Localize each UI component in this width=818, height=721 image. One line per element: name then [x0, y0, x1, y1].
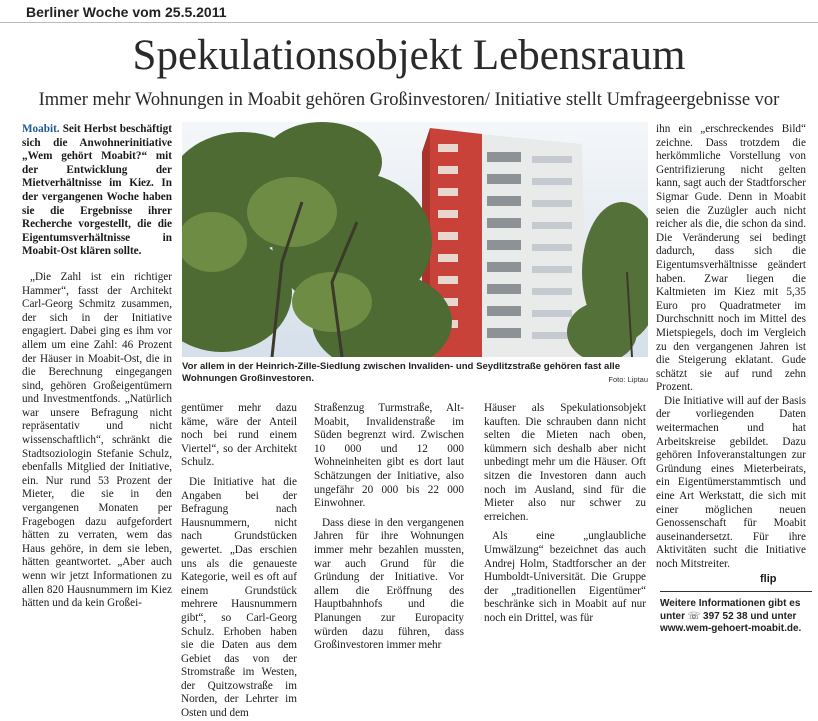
article-column-3 — [314, 402, 464, 653]
body-paragraph: „Die Zahl ist ein richtiger Hammer“, fasst der Architekt Carl-Georg Schmitz zusammen, der sich in der Initiative engagiert. Dabei ging es ihm vor allem um eine Zahl: 46 Prozent der Häuser in Moabit-Ost, die in die Berechnung eingegangen sind, gehören Großeigentümern und Investmentfonds. „Natürlich war unsere Befragung nicht repräsentativ und nicht wissenschaftlich“, schränkt die Stadtsoziologin Stefanie Schulz, ebenfalls Mitglied der Initiative, ein. Nur rund 53 Prozent der Mieter, die sie in den vergangenen Monaten per Fragebogen dazu aufgefordert hätten zu verraten, wem das Haus gehöre, in dem sie leben, hätten geantwortet. „Aber auch wenn wir jetzt Informationen zu allen 820 Hausnummern im Kiez hätten und da kein Großei- — [22, 270, 172, 610]
info-link: www.wem-gehoert-moabit.de. — [660, 623, 802, 634]
dateline: Moabit. — [22, 123, 60, 135]
info-box — [660, 591, 812, 636]
info-line: unter ☏ 397 52 38 und unter — [660, 610, 797, 622]
body-paragraph: ihn ein „erschreckendes Bild“ zeichne. Dass trotzdem die herkömmliche Vorstellung von Gentrifizierung nicht gelten kann, sagt auch der Stadtforscher Sigmar Gude. Denn in Moabit seien die Zuzügler auch nicht reicher als die, die schon da sind. Die Veränderung sei bedingt dadurch, dass sich die Eigentumsverhältnisse geändert haben. Zwar liegen die Kaltmieten im Kiez mit 5,35 Euro pro Quadratmeter im Durchschnitt noch im Mittel des Mietspiegels, doch im Vergleich zu den vergangenen Jahren ist die Steigerung eklatant. Gude schätzt sie auf rund zehn Prozent. — [656, 123, 806, 394]
body-paragraph: Häuser als Spekulationsobjekt kauften. Die schrauben dann nicht selten die Mieten nach oben, kümmern sich deshalb aber nicht unbedingt mehr um die Häuser. Oft sitzen die Investoren dann auch noch im Ausland, sind für die Mieter also nur schwer zu erreichen. — [484, 402, 646, 523]
body-paragraph: Straßenzug Turmstraße, Alt-Moabit, Invalidenstraße im Süden begrenzt wird. Zwischen 10 000 und 12 000 Wohneinheiten gibt es dort laut Schätzungen der Initiative, also ungefähr 20 000 bis 22 000 Einwohner. — [314, 402, 464, 510]
author-signature: flip — [760, 573, 777, 585]
body-paragraph: gentümer mehr dazu käme, wäre der Anteil noch bei rund einem Viertel“, so der Architekt Schulz. — [181, 402, 297, 469]
header-rule — [0, 22, 818, 23]
body-paragraph: Die Initiative hat die Angaben bei der Befragung nach Hausnummern, nicht nach Grundstücken gewertet. „Das erschien uns als die genaueste Kategorie, weil es oft auf einem Grundstück mehrere Hausnummern gibt“, so Carl-Georg Schulz. Erhoben haben sie die Daten aus dem Gebiet das von der Stromstraße im Westen, der Quitzowstraße im Norden, der Lehrter im Osten und dem — [181, 475, 297, 720]
article-column-5 — [656, 123, 806, 572]
newspaper-source-label: Berliner Woche vom 25.5.2011 — [26, 4, 227, 20]
lead-paragraph — [22, 123, 172, 259]
article-headline: Spekulationsobjekt Lebensraum — [132, 32, 686, 79]
photo-highrise-illustration — [182, 122, 648, 357]
photo-credit: Foto: Liptau — [608, 375, 648, 384]
body-paragraph: Dass diese in den vergangenen Jahren für ihre Wohnungen immer mehr bezahlen mussten, war auch Grund für die Gründung der Initiative. Vor allem die Eröffnung des Hauptbahnhofs und die Planungen zur Europacity würden dazu führen, dass Großinvestoren immer mehr — [314, 516, 464, 652]
body-paragraph: Als eine „unglaubliche Umwälzung“ bezeichnet das auch Andrej Holm, Stadtforscher an der Humboldt-Universität. Die Gruppe der „traditionellen Eigentümer“ beschränke sich in Moabit auf nur noch ein Drittel, was für — [484, 530, 646, 624]
info-line: Weitere Informationen gibt es — [660, 598, 801, 609]
article-photo — [182, 122, 648, 357]
photo-caption: Vor allem in der Heinrich-Zille-Siedlung zwischen Invaliden- und Seydlitzstraße gehören fast alle Wohnungen Großinvestoren. — [182, 361, 621, 384]
article-subheadline: Immer mehr Wohnungen in Moabit gehören Großinvestoren/ Initiative stellt Umfrageergebnisse vor — [38, 90, 780, 110]
article-column-4 — [484, 402, 646, 626]
article-column-1 — [22, 123, 172, 611]
lead-text: Seit Herbst beschäftigt sich die Anwohnerinitiative „Wem gehört Moabit?“ mit der Entwicklung der Mietverhältnisse im Kiez. In der vergangenen Woche haben sie die Ergebnisse ihrer Recherche vorgestellt, die die Eigentumsverhältnisse in Moabit-Ost klären sollte. — [22, 123, 172, 258]
article-column-2 — [181, 402, 297, 721]
body-paragraph: Die Initiative will auf der Basis der vorliegenden Daten weitermachen und hat Arbeitskreise gebildet. Dazu gehören Infoveranstaltungen zur Gründung eines Mieterbeirats, ein Eigentümerstammtisch und eine Art Werkstatt, die sich mit einer möglichen neuen Genossenschaft für Moabit auseinandersetzt. Für ihre Aktivitäten sucht die Initiative noch Mitstreiter. — [656, 394, 806, 570]
